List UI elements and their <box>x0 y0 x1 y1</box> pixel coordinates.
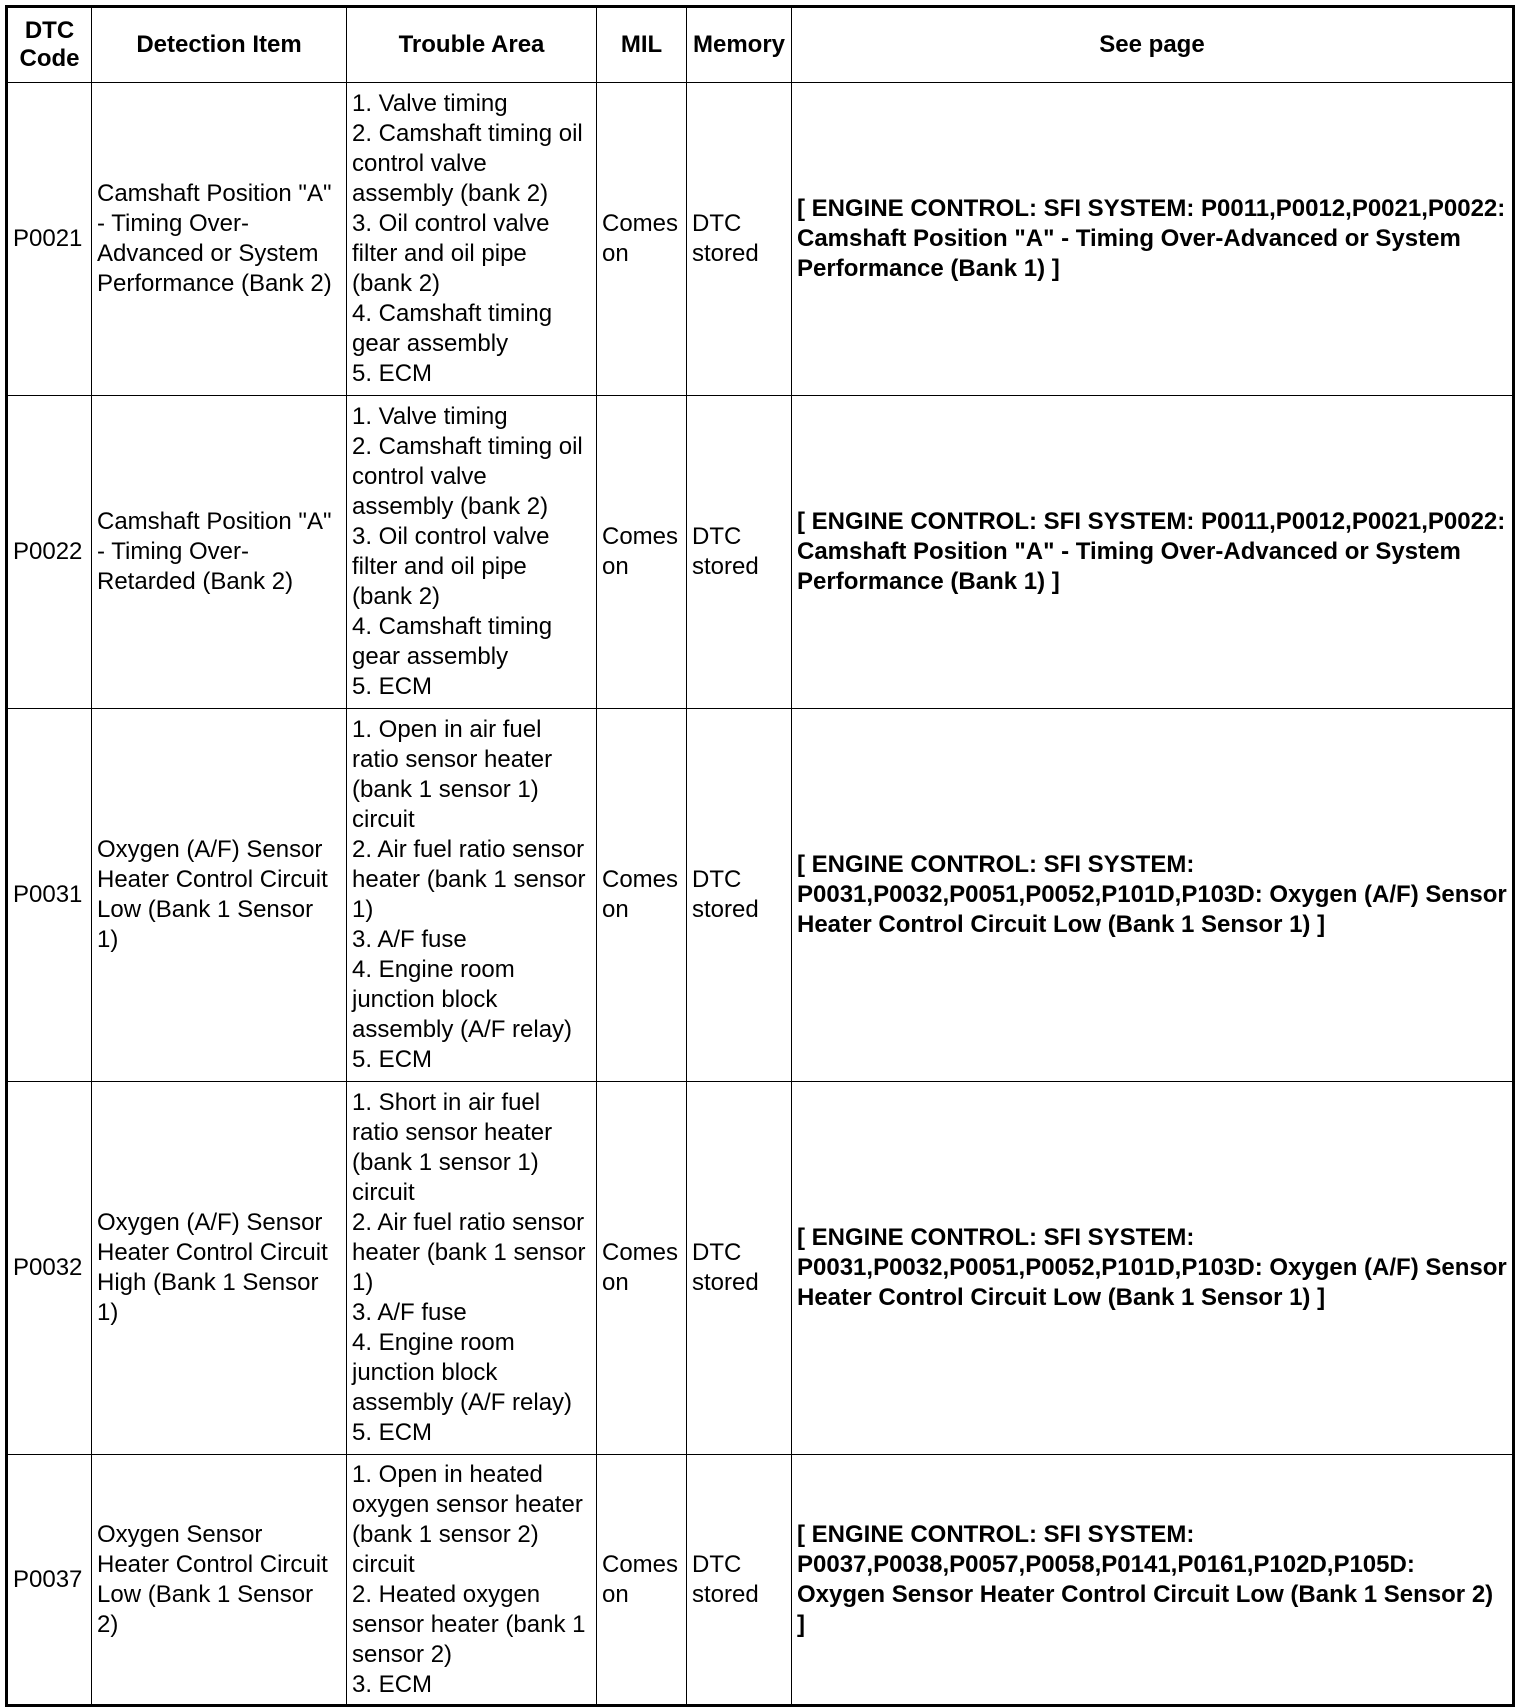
trouble-area-line: 3. Oil control valve filter and oil pipe (bank 2) <box>352 210 550 297</box>
cell-trouble-area <box>347 396 597 709</box>
dtc-table <box>5 5 1515 1707</box>
cell-detection-item: Oxygen Sensor Heater Control Circuit Low (Bank 1 Sensor 2) <box>92 1455 347 1706</box>
cell-dtc-code: P0021 <box>7 83 92 396</box>
trouble-area-line: 2. Air fuel ratio sensor heater (bank 1 sensor 1) <box>352 836 586 923</box>
trouble-area-line: 1. Short in air fuel ratio sensor heater (bank 1 sensor 1) circuit <box>352 1089 553 1206</box>
trouble-area-line: 3. ECM <box>352 1670 433 1698</box>
header-memory: Memory <box>687 7 792 83</box>
trouble-area-line: 5. ECM <box>352 1419 433 1446</box>
cell-dtc-code: P0037 <box>7 1455 92 1706</box>
see-page-link[interactable]: [ ENGINE CONTROL: SFI SYSTEM: P0011,P0012,P0021,P0022: Camshaft Position "A" - Timing Over-Advanced or System Performance (Bank 1) ] <box>792 83 1514 396</box>
cell-memory: DTC stored <box>687 396 792 709</box>
table-row <box>7 83 1514 396</box>
table-body <box>7 83 1514 1706</box>
trouble-area-line: 4. Camshaft timing gear assembly <box>352 300 553 357</box>
trouble-area-line: 3. Oil control valve filter and oil pipe (bank 2) <box>352 523 550 610</box>
header-detection-item: Detection Item <box>92 7 347 83</box>
cell-trouble-area <box>347 1082 597 1455</box>
cell-detection-item: Oxygen (A/F) Sensor Heater Control Circuit Low (Bank 1 Sensor 1) <box>92 709 347 1082</box>
trouble-area-line: 4. Camshaft timing gear assembly <box>352 613 553 670</box>
trouble-area-line: 1. Valve timing <box>352 403 508 430</box>
trouble-area-line: 4. Engine room junction block assembly (A/F relay) <box>352 1329 573 1416</box>
header-row <box>7 7 1514 83</box>
trouble-area-line: 2. Air fuel ratio sensor heater (bank 1 sensor 1) <box>352 1209 586 1296</box>
cell-detection-item: Oxygen (A/F) Sensor Heater Control Circuit High (Bank 1 Sensor 1) <box>92 1082 347 1455</box>
cell-dtc-code: P0031 <box>7 709 92 1082</box>
cell-mil: Comes on <box>597 83 687 396</box>
cell-memory: DTC stored <box>687 709 792 1082</box>
cell-detection-item: Camshaft Position "A" - Timing Over-Advanced or System Performance (Bank 2) <box>92 83 347 396</box>
see-page-link[interactable]: [ ENGINE CONTROL: SFI SYSTEM: P0031,P0032,P0051,P0052,P101D,P103D: Oxygen (A/F) Sensor Heater Control Circuit Low (Bank 1 Sensor 1) ] <box>792 709 1514 1082</box>
trouble-area-line: 5. ECM <box>352 673 433 700</box>
trouble-area-line: 3. A/F fuse <box>352 1299 467 1326</box>
table-row <box>7 709 1514 1082</box>
header-mil: MIL <box>597 7 687 83</box>
header-dtc-code: DTC Code <box>7 7 92 83</box>
cell-memory: DTC stored <box>687 1455 792 1706</box>
trouble-area-line: 5. ECM <box>352 360 433 387</box>
table-row <box>7 1082 1514 1455</box>
see-page-link[interactable]: [ ENGINE CONTROL: SFI SYSTEM: P0037,P0038,P0057,P0058,P0141,P0161,P102D,P105D: Oxygen Sensor Heater Control Circuit Low (Bank 1 Sensor 2) ] <box>792 1455 1514 1706</box>
table-row <box>7 396 1514 709</box>
cell-dtc-code: P0022 <box>7 396 92 709</box>
cell-mil: Comes on <box>597 1082 687 1455</box>
cell-mil: Comes on <box>597 1455 687 1706</box>
cell-trouble-area <box>347 709 597 1082</box>
cell-trouble-area <box>347 83 597 396</box>
trouble-area-line: 2. Camshaft timing oil control valve assembly (bank 2) <box>352 433 583 520</box>
cell-dtc-code: P0032 <box>7 1082 92 1455</box>
trouble-area-line: 3. A/F fuse <box>352 926 467 953</box>
trouble-area-line: 1. Open in air fuel ratio sensor heater (bank 1 sensor 1) circuit <box>352 716 553 833</box>
trouble-area-line: 4. Engine room junction block assembly (A/F relay) <box>352 956 573 1043</box>
trouble-area-line: 5. ECM <box>352 1046 433 1073</box>
trouble-area-line: 1. Valve timing <box>352 90 508 117</box>
cell-mil: Comes on <box>597 396 687 709</box>
cell-memory: DTC stored <box>687 1082 792 1455</box>
see-page-link[interactable]: [ ENGINE CONTROL: SFI SYSTEM: P0031,P0032,P0051,P0052,P101D,P103D: Oxygen (A/F) Sensor Heater Control Circuit Low (Bank 1 Sensor 1) ] <box>792 1082 1514 1455</box>
trouble-area-line: 1. Open in heated oxygen sensor heater (bank 1 sensor 2) circuit <box>352 1460 583 1578</box>
cell-mil: Comes on <box>597 709 687 1082</box>
cell-detection-item: Camshaft Position "A" - Timing Over-Retarded (Bank 2) <box>92 396 347 709</box>
table-header <box>7 7 1514 83</box>
cell-memory: DTC stored <box>687 83 792 396</box>
trouble-area-line: 2. Camshaft timing oil control valve assembly (bank 2) <box>352 120 583 207</box>
header-see-page: See page <box>792 7 1514 83</box>
see-page-link[interactable]: [ ENGINE CONTROL: SFI SYSTEM: P0011,P0012,P0021,P0022: Camshaft Position "A" - Timing Over-Advanced or System Performance (Bank 1) ] <box>792 396 1514 709</box>
header-trouble-area: Trouble Area <box>347 7 597 83</box>
cell-trouble-area <box>347 1455 597 1706</box>
trouble-area-line: 2. Heated oxygen sensor heater (bank 1 sensor 2) <box>352 1580 586 1668</box>
table-row <box>7 1455 1514 1706</box>
